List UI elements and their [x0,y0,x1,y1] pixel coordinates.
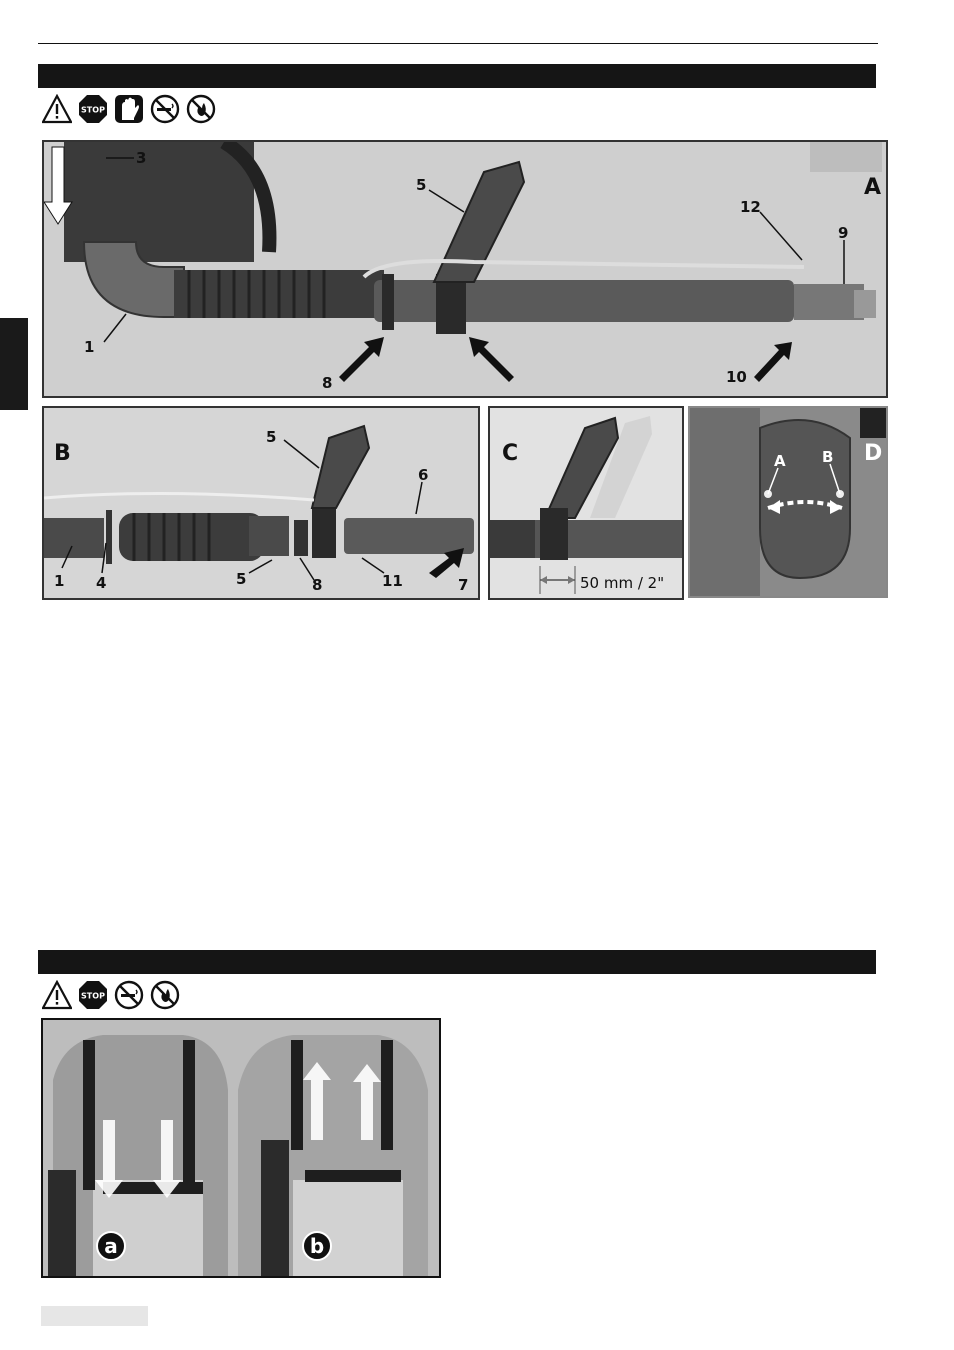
figure-c-letter: C [502,441,519,466]
page-number-tab [41,1306,148,1326]
dimension-label: 50 mm / 2" [580,574,665,592]
gloves-icon [114,94,144,124]
figure-d-letter: D [864,441,883,466]
point-a-label: A [774,452,786,470]
callout-2: 2 [52,146,63,164]
figure-d-elbow-rotation [688,406,888,598]
callout-3: 3 [136,149,147,167]
svg-text:STOP: STOP [81,105,105,115]
callout-8: 8 [322,374,333,392]
no-fire-icon [186,94,216,124]
point-b-label: B [822,448,834,466]
harness-label-b: b [309,1234,325,1258]
no-smoking-icon [114,980,144,1010]
callout-b-6: 6 [418,466,429,484]
callout-5: 5 [416,176,427,194]
stop-sign-icon [78,94,108,124]
callout-b-4: 4 [96,574,107,592]
section-bar-bottom [38,950,876,974]
section-bar-top [38,64,876,88]
callout-b-8: 8 [312,576,323,594]
callout-1: 1 [84,338,95,356]
side-tab [0,318,28,410]
figure-a-blower-tube [42,140,888,398]
figure-b-letter: B [54,441,71,466]
callout-b-11: 11 [382,572,403,590]
callout-b-5-top: 5 [266,428,277,446]
svg-text:STOP: STOP [81,991,105,1001]
header-rule [38,43,878,44]
harness-adjustment-photo [41,1018,441,1278]
callout-10: 10 [726,368,747,386]
warning-triangle-icon [42,980,72,1010]
warning-triangle-icon [42,94,72,124]
callout-b-5-bottom: 5 [236,570,247,588]
stop-sign-icon [78,980,108,1010]
safety-icons-bottom [42,980,180,1010]
callout-9: 9 [838,224,849,242]
safety-icons-top [42,94,216,124]
harness-label-a: a [104,1234,118,1258]
figure-b-exploded-tube [42,406,480,600]
no-smoking-icon [150,94,180,124]
figure-a-letter: A [864,175,882,200]
callout-b-7: 7 [458,576,469,594]
figure-c-handle-position [488,406,684,600]
callout-12: 12 [740,198,761,216]
no-fire-icon [150,980,180,1010]
callout-b-1: 1 [54,572,65,590]
